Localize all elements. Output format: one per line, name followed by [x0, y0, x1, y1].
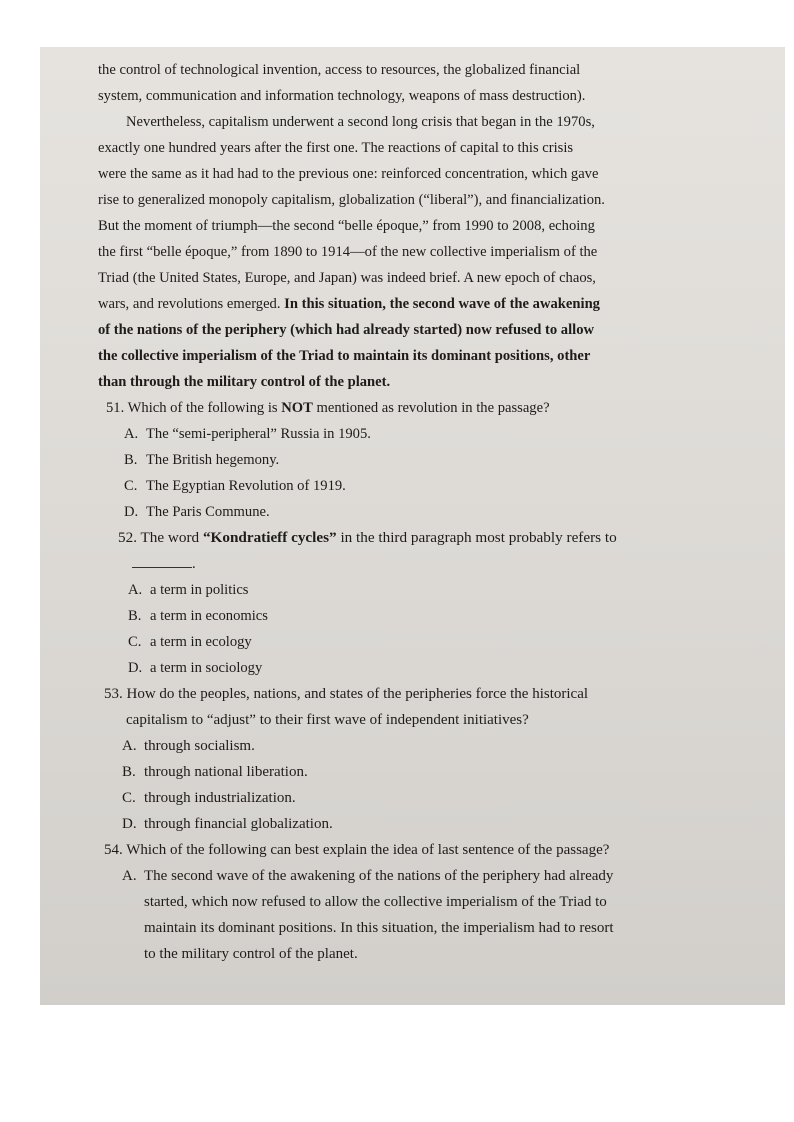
option-letter: C. [128, 634, 142, 650]
question-stem [106, 395, 698, 421]
option-letter: A. [122, 738, 137, 754]
passage-line-bold [98, 343, 698, 369]
answer-option[interactable] [98, 447, 698, 473]
option-text: The Egyptian Revolution of 1919. [146, 478, 346, 494]
bold-text: the collective imperialism of the Triad to maintain its dominant positions, other [98, 348, 591, 364]
answer-option[interactable] [98, 473, 698, 499]
option-text: through industrialization. [144, 790, 296, 806]
bold-text: than through the military control of the planet. [98, 374, 391, 390]
stem-text: in the third paragraph most probably refers to [336, 529, 617, 546]
answer-option[interactable] [98, 499, 698, 525]
passage [98, 57, 698, 395]
option-text: through financial globalization. [144, 816, 333, 832]
option-text: through national liberation. [144, 764, 308, 780]
option-letter: D. [122, 816, 137, 832]
option-letter: A. [122, 868, 137, 884]
option-letter: D. [128, 660, 143, 676]
question-53 [98, 681, 698, 837]
option-text-continued: maintain its dominant positions. In this situation, the imperialism had to resort [144, 920, 614, 936]
option-text: a term in sociology [150, 660, 263, 676]
question-stem: 53. How do the peoples, nations, and states of the peripheries force the historical [104, 686, 589, 702]
blank-period: . [192, 556, 196, 572]
option-letter: C. [124, 478, 138, 494]
answer-option[interactable] [98, 785, 698, 811]
photographed-page [40, 47, 785, 1005]
passage-line: system, communication and information technology, weapons of mass destruction). [98, 88, 586, 104]
option-text: a term in economics [150, 608, 268, 624]
option-text-continued: started, which now refused to allow the collective imperialism of the Triad to [144, 894, 607, 910]
answer-option[interactable] [98, 577, 698, 603]
option-text: a term in ecology [150, 634, 252, 650]
passage-line-bold [98, 369, 698, 395]
option-text: The Paris Commune. [146, 504, 270, 520]
option-text: a term in politics [150, 582, 249, 598]
option-text: The second wave of the awakening of the nations of the periphery had already [144, 868, 614, 884]
passage-line-mixed [98, 291, 698, 317]
stem-emphasis: “Kondratieff cycles” [202, 529, 337, 546]
exam-page [98, 57, 698, 967]
option-letter: D. [124, 504, 139, 520]
question-51 [98, 395, 698, 525]
passage-line: But the moment of triumph—the second “belle époque,” from 1990 to 2008, echoing [98, 218, 595, 234]
passage-line: were the same as it had had to the previous one: reinforced concentration, which gave [98, 166, 599, 182]
bold-text: In this situation, the second wave of the awakening [284, 296, 600, 312]
passage-line: Triad (the United States, Europe, and Japan) was indeed brief. A new epoch of chaos, [98, 270, 596, 286]
passage-line-bold [98, 317, 698, 343]
stem-text: 52. The word [118, 529, 203, 546]
option-letter: B. [128, 608, 142, 624]
passage-line: Nevertheless, capitalism underwent a second long crisis that began in the 1970s, [126, 114, 595, 130]
stem-emphasis: NOT [281, 400, 313, 416]
answer-option[interactable] [98, 655, 698, 681]
option-text: through socialism. [144, 738, 255, 754]
answer-option[interactable] [98, 421, 698, 447]
answer-option[interactable] [98, 629, 698, 655]
passage-line: the first “belle époque,” from 1890 to 1914—of the new collective imperialism of the [98, 244, 598, 260]
option-letter: C. [122, 790, 136, 806]
answer-option[interactable] [98, 863, 698, 889]
passage-line: the control of technological invention, access to resources, the globalized financial [98, 62, 581, 78]
option-letter: A. [124, 426, 139, 442]
option-text: The “semi-peripheral” Russia in 1905. [146, 426, 371, 442]
option-text-continued: to the military control of the planet. [144, 946, 358, 962]
question-stem [118, 525, 698, 551]
passage-line: rise to generalized monopoly capitalism, globalization (“liberal”), and financialization. [98, 192, 605, 208]
option-letter: A. [128, 582, 143, 598]
question-stem: 54. Which of the following can best explain the idea of last sentence of the passage? [104, 842, 610, 858]
answer-option[interactable] [98, 811, 698, 837]
option-text: The British hegemony. [146, 452, 280, 468]
bold-text: of the nations of the periphery (which had already started) now refused to allow [98, 322, 595, 338]
option-letter: B. [124, 452, 138, 468]
plain-text: wars, and revolutions emerged. [98, 296, 285, 312]
passage-line: exactly one hundred years after the first one. The reactions of capital to this crisis [98, 140, 574, 156]
answer-option[interactable] [98, 759, 698, 785]
answer-blank[interactable] [132, 553, 192, 568]
answer-option[interactable] [98, 603, 698, 629]
stem-text: mentioned as revolution in the passage? [312, 400, 550, 416]
option-letter: B. [122, 764, 136, 780]
answer-blank-line [98, 551, 698, 577]
question-54 [98, 837, 698, 967]
answer-option[interactable] [98, 733, 698, 759]
stem-text: 51. Which of the following is [106, 400, 282, 416]
question-52 [98, 525, 698, 681]
question-stem-continued: capitalism to “adjust” to their first wave of independent initiatives? [126, 712, 529, 728]
